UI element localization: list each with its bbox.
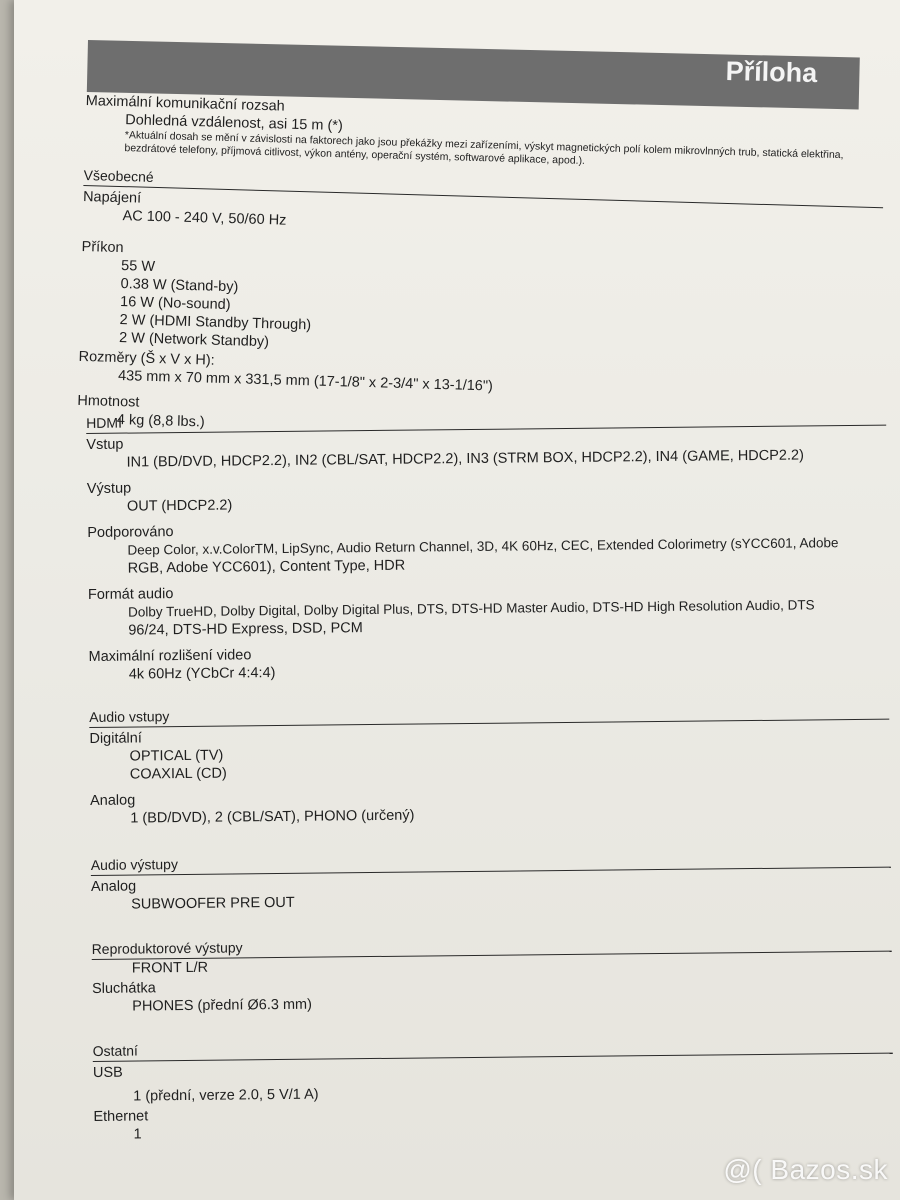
- hdmi-supported-label: Podporováno: [87, 524, 174, 541]
- hdmi-supported-line-2: RGB, Adobe YCC601), Content Type, HDR: [127, 557, 406, 577]
- section-hdmi: [86, 405, 900, 684]
- consumption-value-2: 0.38 W (Stand-by): [120, 276, 239, 296]
- page-title: Příloha: [725, 56, 818, 89]
- analog-inputs-label: Analog: [90, 792, 136, 809]
- section-title-speaker-outputs: Reproduktorové výstupy: [91, 939, 243, 957]
- consumption-value-5: 2 W (Network Standby): [118, 330, 270, 351]
- consumption-label: Příkon: [81, 238, 124, 257]
- weight-value: 4 kg (8,8 lbs.): [116, 411, 205, 431]
- range-label: Maximální komunikační rozsah: [85, 92, 285, 115]
- analog-inputs-value: 1 (BD/DVD), 2 (CBL/SAT), PHONO (určený): [130, 807, 415, 827]
- power-value: AC 100 - 240 V, 50/60 Hz: [122, 208, 287, 229]
- dimensions-label: Rozměry (Š x V x H):: [78, 348, 215, 369]
- digital-input-1: OPTICAL (TV): [129, 747, 224, 765]
- section-title-audio-outputs: Audio výstupy: [90, 856, 179, 873]
- hdmi-max-video-value: 4k 60Hz (YCbCr 4:4:4): [128, 665, 276, 683]
- hdmi-supported-line-1: Deep Color, x.v.ColorTM, LipSync, Audio Return Channel, 3D, 4K 60Hz, CEC, Extended Colorimetry (sYCC601, Adobe: [127, 535, 839, 558]
- section-title-hdmi: HDMI: [86, 414, 122, 431]
- watermark: @( Bazos.sk: [723, 1154, 888, 1185]
- analog-outputs-value: SUBWOOFER PRE OUT: [131, 894, 295, 913]
- hdmi-audio-format-line-2: 96/24, DTS-HD Express, DSD, PCM: [128, 620, 363, 639]
- hdmi-input-label: Vstup: [86, 436, 124, 453]
- hdmi-max-video-label: Maximální rozlišení video: [88, 647, 252, 665]
- consumption-value-3: 16 W (No-sound): [119, 294, 231, 314]
- upper-content: [77, 92, 900, 451]
- ethernet-value: 1: [133, 1126, 142, 1143]
- hdmi-output-value: OUT (HDCP2.2): [126, 497, 233, 515]
- dimensions-value: 435 mm x 70 mm x 331,5 mm (17-1/8" x 2-3/4" x 13-1/16"): [117, 368, 494, 395]
- section-speaker-outputs: [92, 931, 900, 1016]
- section-title-audio-inputs: Audio vstupy: [89, 708, 170, 725]
- headphones-value: PHONES (přední Ø6.3 mm): [132, 996, 313, 1015]
- consumption-value-4: 2 W (HDMI Standby Through): [119, 312, 312, 334]
- section-title-general: Všeobecné: [83, 166, 154, 185]
- lower-content: [86, 401, 900, 1144]
- power-label: Napájení: [82, 188, 142, 207]
- consumption-value-1: 55 W: [120, 258, 156, 275]
- digital-inputs-label: Digitální: [89, 730, 142, 747]
- digital-input-2: COAXIAL (CD): [129, 765, 227, 783]
- usb-value: 1 (přední, verze 2.0, 5 V/1 A): [133, 1086, 319, 1105]
- section-audio-outputs: [91, 847, 900, 914]
- hdmi-input-value: IN1 (BD/DVD, HDCP2.2), IN2 (CBL/SAT, HDCP2.2), IN3 (STRM BOX, HDCP2.2), IN4 (GAME, HDCP2.2): [126, 447, 804, 471]
- hdmi-audio-format-line-1: Dolby TrueHD, Dolby Digital, Dolby Digital Plus, DTS, DTS-HD Master Audio, DTS-HD High Resolution Audio, DTS: [128, 597, 815, 620]
- section-other: [93, 1033, 900, 1144]
- range-value: Dohledná vzdálenost, asi 15 m (*): [125, 112, 343, 135]
- hdmi-output-label: Výstup: [86, 480, 132, 497]
- speaker-outputs-value: FRONT L/R: [131, 959, 209, 977]
- hdmi-audio-format-label: Formát audio: [87, 586, 174, 603]
- section-audio-inputs: [89, 699, 900, 828]
- range-note: *Aktuální dosah se mění v závislosti na faktorech jako jsou překážky mezi zařízeními, výskyt magnetických polí kolem mikrovlnných trub, statická elektřina, bezdrátové telefony, příjmová citlivost, výkon antény, operační systém, softwarové aplikace, apod.).: [124, 129, 844, 167]
- weight-label: Hmotnost: [77, 392, 140, 411]
- usb-label: USB: [92, 1064, 123, 1081]
- section-title-other: Ostatní: [92, 1042, 138, 1059]
- headphones-label: Sluchátka: [91, 980, 156, 997]
- analog-outputs-label: Analog: [90, 878, 137, 895]
- ethernet-label: Ethernet: [93, 1108, 149, 1125]
